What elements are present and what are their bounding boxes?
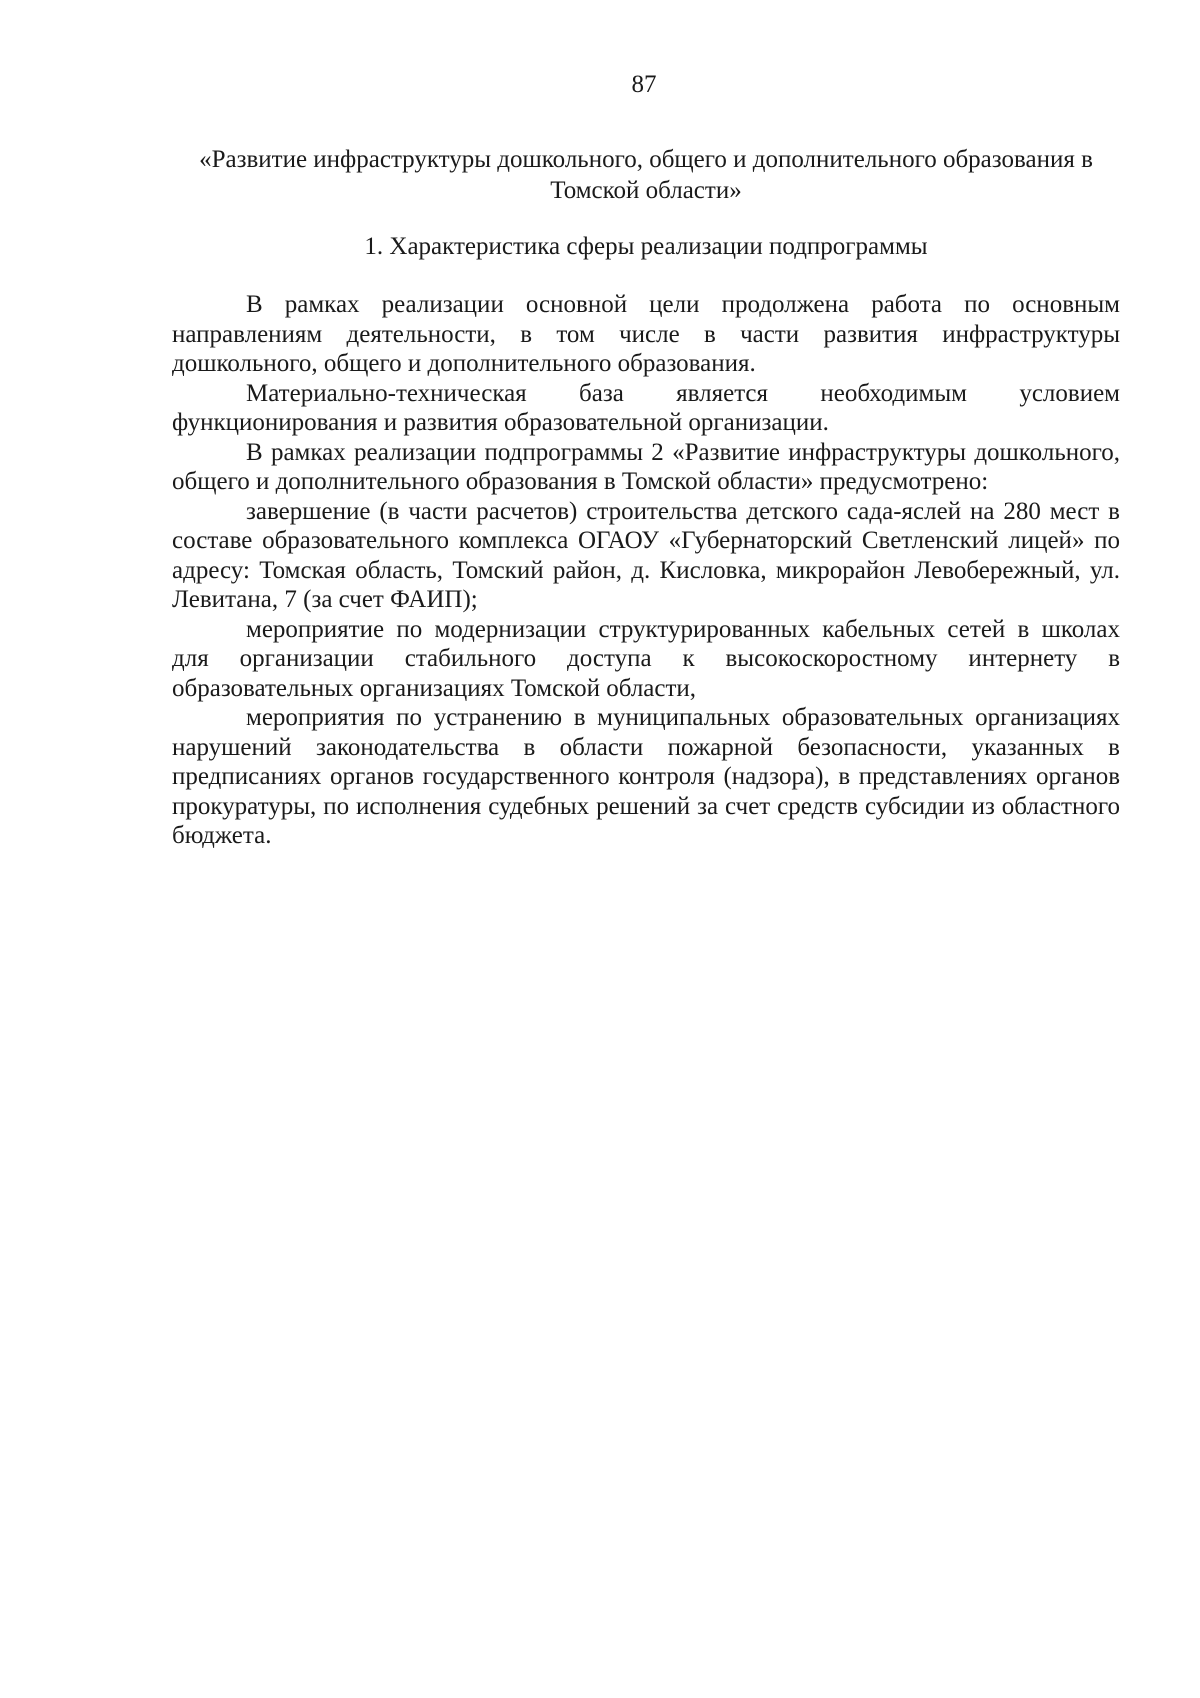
paragraph: В рамках реализации основной цели продолжена работа по основным направлениям деятельности, в том числе в части развития инфраструктуры дошкольного, общего и дополнительного образования.: [172, 291, 1120, 377]
section-heading: 1. Характеристика сферы реализации подпрограммы: [364, 233, 928, 260]
paragraph: Материально-техническая база является необходимым условием функционирования и развития образовательной организации.: [172, 379, 1120, 436]
paragraph: мероприятие по модернизации структурированных кабельных сетей в школах для организации стабильного доступа к высокоскоростному интернету в образовательных организациях Томской области,: [172, 615, 1120, 702]
subprogram-title: «Развитие инфраструктуры дошкольного, общего и дополнительного образования в Томской области»: [199, 146, 1093, 204]
paragraph: В рамках реализации подпрограммы 2 «Развитие инфраструктуры дошкольного, общего и дополнительного образования в Томской области» предусмотрено:: [172, 438, 1120, 495]
page-number: 87: [631, 71, 657, 98]
paragraph: завершение (в части расчетов) строительства детского сада-яслей на 280 мест в составе образовательного комплекса ОГАОУ «Губернаторский Светленский лицей» по адресу: Томская область, Томский район, д. Кисловка, микрорайон Левобережный, ул. Левитана, 7 (за счет ФАИП);: [172, 497, 1120, 613]
body-text: [172, 290, 1120, 851]
paragraph: мероприятия по устранению в муниципальных образовательных организациях нарушений законодательства в области пожарной безопасности, указанных в предписаниях органов государственного контроля (надзора), в представлениях органов прокуратуры, по исполнения судебных решений за счет средств субсидии из областного бюджета.: [172, 704, 1120, 849]
